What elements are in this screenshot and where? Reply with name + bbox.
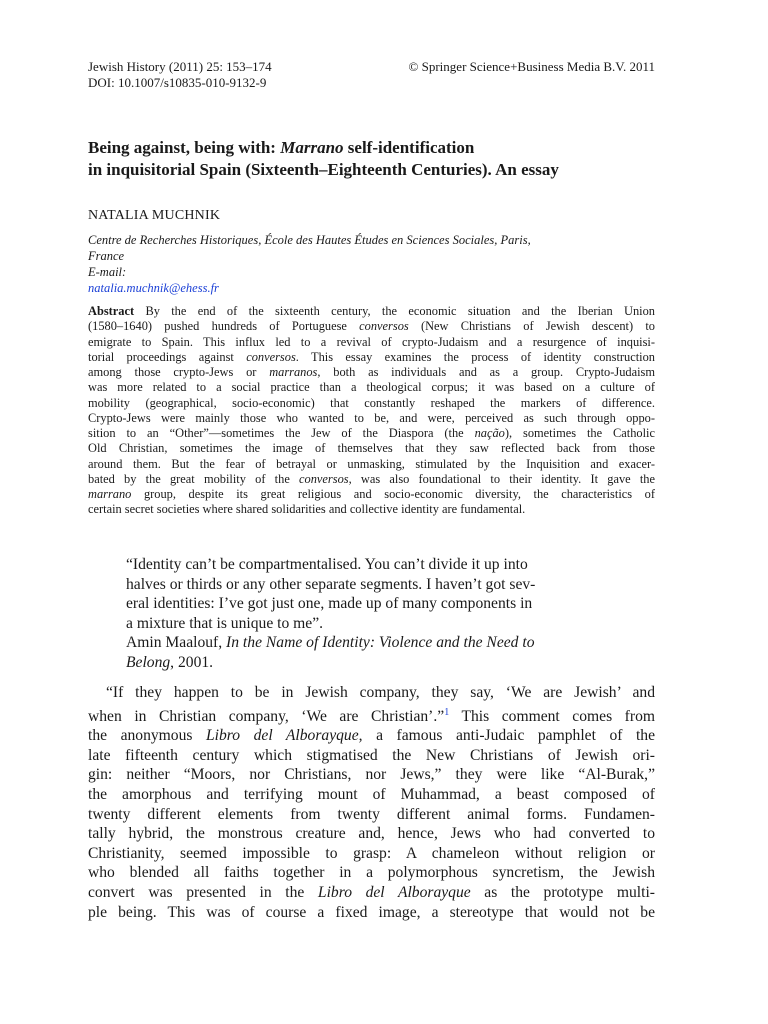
- article-title: [88, 137, 668, 181]
- abstract-line: among those crypto-Jews or marranos, both as individuals and as a group. Crypto-Judaism: [88, 365, 655, 379]
- abstract-line: (1580–1640) pushed hundreds of Portuguese conversos (New Christians of Jewish descent) to: [88, 319, 655, 334]
- body-line: Christianity, seemed impossible to grasp: A chameleon without religion or: [88, 844, 655, 862]
- footnote-reference[interactable]: 1: [444, 706, 450, 718]
- doi[interactable]: DOI: 10.1007/s10835-010-9132-9: [88, 75, 267, 90]
- abstract-line: marrano group, despite its great religious and socio-economic diversity, the characteristics of: [88, 487, 655, 501]
- body-line: “If they happen to be in Jewish company, they say, ‘We are Jewish’ and: [106, 684, 655, 701]
- email-line: E-mail: natalia.muchnik@ehess.fr: [88, 264, 655, 296]
- abstract-line: Crypto-Jews were mainly those who wanted to be, and were, perceived as such through oppo-: [88, 410, 655, 425]
- author-affiliation: [88, 232, 655, 296]
- abstract-label: Abstract: [88, 304, 135, 318]
- body-line: tally hybrid, the monstrous creature and, hence, Jews who had converted to: [88, 825, 655, 843]
- abstract-line: mobility (geographical, socio-economic) that constantly reshaped the markers of difference.: [88, 395, 655, 410]
- body-line: who blended all faiths together in a polymorphous syncretism, the Jewish: [88, 864, 655, 882]
- title-line-1: Being against, being with: Marrano self-identification: [88, 138, 475, 157]
- abstract: [88, 304, 655, 518]
- abstract-line: sition to an “Other”—sometimes the Jew of the Diaspora (the nação), sometimes the Catholic: [88, 426, 655, 440]
- title-line-2: in inquisitorial Spain (Sixteenth–Eighteenth Centuries). An essay: [88, 160, 559, 179]
- body-paragraph: [88, 683, 655, 922]
- author-name: NATALIA MUCHNIK: [88, 208, 221, 223]
- abstract-line: torial proceedings against conversos. This essay examines the process of identity construction: [88, 349, 655, 364]
- epigraph-line: a mixture that is unique to me”.: [126, 614, 324, 632]
- email-link[interactable]: natalia.muchnik@ehess.fr: [88, 281, 219, 295]
- abstract-line: was more related to a social practice than a theological corpus; it was based on a culture of: [88, 380, 655, 395]
- abstract-line: emigrate to Spain. This influx led to a revival of crypto-Judaism and a resurgence of inquisi-: [88, 334, 655, 349]
- body-line: ple being. This was of course a fixed image, a stereotype that would not be: [88, 903, 655, 921]
- abstract-line: around them. But the fear of betrayal or unmasking, stimulated by the Inquisition and exacer-: [88, 456, 655, 471]
- epigraph-line: halves or thirds or any other separate segments. I haven’t got sev-: [126, 575, 536, 593]
- body-line: gin: neither “Moors, nor Christians, nor Jews,” they were like “Al-Burak,”: [88, 766, 655, 784]
- journal-citation: Jewish History (2011) 25: 153–174: [88, 59, 272, 74]
- affiliation-line: France: [88, 249, 125, 263]
- epigraph-attribution: Belong, 2001.: [126, 653, 214, 671]
- epigraph-attribution: Amin Maalouf, In the Name of Identity: Violence and the Need to: [126, 634, 535, 652]
- abstract-line: bated by the great mobility of the conversos, was also foundational to their identity. It gave the: [88, 471, 655, 486]
- affiliation-line: Centre de Recherches Historiques, École des Hautes Études en Sciences Sociales, Paris,: [88, 233, 531, 247]
- body-line: the amorphous and terrifying mount of Muhammad, a beast composed of: [88, 785, 655, 803]
- copyright-notice: © Springer Science+Business Media B.V. 2011: [408, 59, 655, 74]
- body-line: twenty different elements from twenty different animal forms. Fundamen-: [88, 805, 655, 823]
- epigraph-line: eral identities: I’ve got just one, made up of many components in: [126, 595, 533, 613]
- epigraph: [126, 555, 626, 673]
- citation-block: [88, 59, 272, 91]
- body-line: the anonymous Libro del Alborayque, a famous anti-Judaic pamphlet of the: [88, 727, 656, 745]
- abstract-line: Old Christian, sometimes the image of themselves that they saw reflected back from those: [88, 441, 655, 456]
- abstract-line: certain secret societies where shared solidarities and collective identity are fundamental.: [88, 502, 526, 517]
- epigraph-line: “Identity can’t be compartmentalised. You can’t divide it up into: [126, 556, 528, 573]
- body-line: when in Christian company, ‘We are Christian’.”$^1$ This comment comes from: [88, 706, 655, 725]
- body-line: late fifteenth century which stigmatised the New Christians of Jewish ori-: [88, 746, 655, 764]
- abstract-line: Abstract By the end of the sixteenth century, the economic situation and the Iberian Union: [88, 304, 655, 318]
- body-line: convert was presented in the Libro del Alborayque as the prototype multi-: [88, 883, 655, 901]
